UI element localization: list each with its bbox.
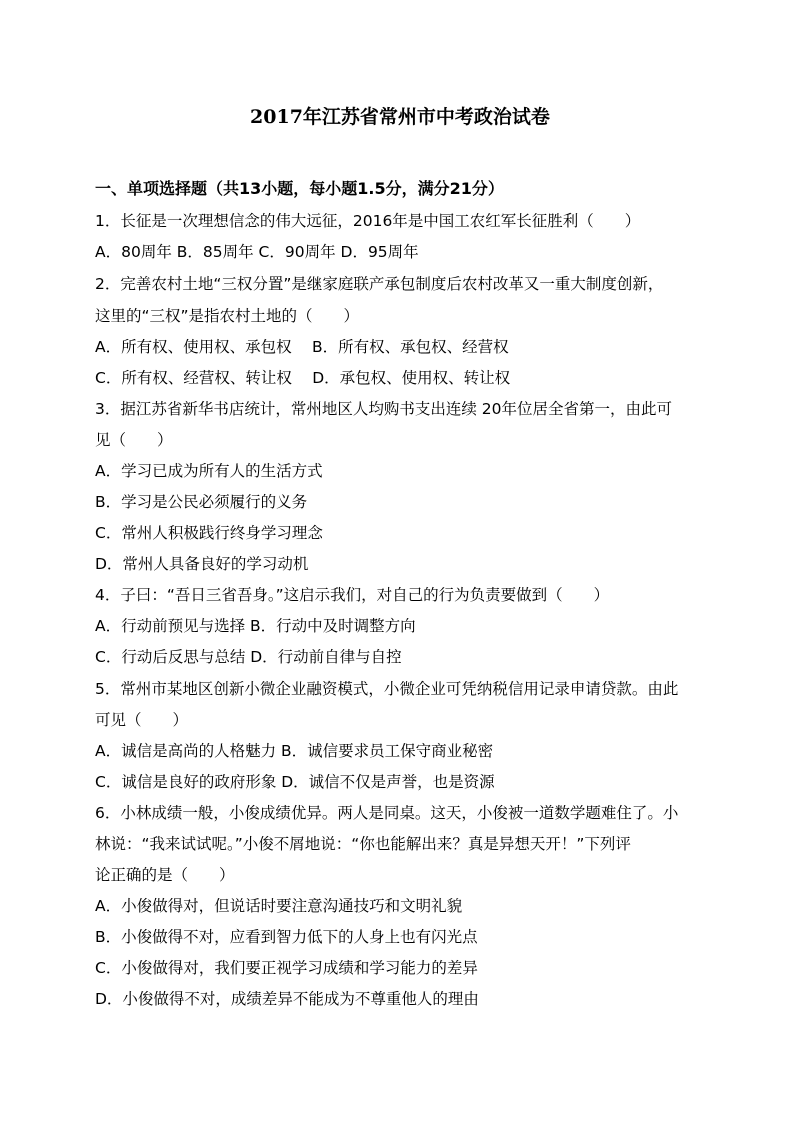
option-line: C．常州人积极践行终身学习理念 (95, 524, 323, 542)
page-title: 2017年江苏省常州市中考政治试卷 (250, 106, 550, 128)
option-line: A．学习已成为所有人的生活方式 (95, 462, 323, 480)
question-line: 4．子曰：“吾日三省吾身。”这启示我们，对自己的行为负责要做到（ ） (95, 586, 610, 604)
option-line: D．常州人具备良好的学习动机 (95, 555, 309, 573)
option-line: A．诚信是高尚的人格魅力 B．诚信要求员工保守商业秘密 (95, 742, 494, 760)
option-line: A．所有权、使用权、承包权 B．所有权、承包权、经营权 (95, 338, 509, 356)
option-line: A．小俊做得对，但说话时要注意沟通技巧和文明礼貌 (95, 897, 463, 915)
section-heading: 一、单项选择题（共13小题，每小题1.5分，满分21分） (95, 179, 504, 198)
question-line: 3．据江苏省新华书店统计，常州地区人均购书支出连续 20年位居全省第一，由此可 (95, 400, 673, 418)
option-line: C．诚信是良好的政府形象 D．诚信不仅是声誉，也是资源 (95, 773, 495, 791)
option-line: C．小俊做得对，我们要正视学习成绩和学习能力的差异 (95, 959, 478, 977)
option-line: C．所有权、经营权、转让权 D．承包权、使用权、转让权 (95, 369, 511, 387)
option-line: B．学习是公民必须履行的义务 (95, 493, 308, 511)
question-line: 见（ ） (95, 431, 173, 449)
question-line: 可见（ ） (95, 711, 189, 729)
question-line: 6．小林成绩一般，小俊成绩优异。两人是同桌。这天，小俊被一道数学题难住了。小 (95, 804, 679, 822)
option-line: D．小俊做得不对，成绩差异不能成为不尊重他人的理由 (95, 990, 479, 1008)
question-line: 2．完善农村土地“三权分置”是继家庭联产承包制度后农村改革又一重大制度创新， (95, 275, 664, 293)
option-line: B．小俊做得不对，应看到智力低下的人身上也有闪光点 (95, 928, 478, 946)
question-line: 林说：“我来试试呢。”小俊不屑地说：“你也能解出来？真是异想天开！”下列评 (95, 835, 631, 853)
question-line: 1．长征是一次理想信念的伟大远征，2016年是中国工农红军长征胜利（ ） (95, 212, 641, 230)
question-line: 5．常州市某地区创新小微企业融资模式，小微企业可凭纳税信用记录申请贷款。由此 (95, 680, 679, 698)
option-line: C．行动后反思与总结 D．行动前自律与自控 (95, 648, 402, 666)
option-line: A．行动前预见与选择 B．行动中及时调整方向 (95, 617, 416, 635)
option-line: A．80周年 B．85周年 C．90周年 D．95周年 (95, 243, 419, 261)
question-line: 这里的“三权”是指农村土地的（ ） (95, 307, 360, 325)
question-line: 论正确的是（ ） (95, 866, 235, 884)
